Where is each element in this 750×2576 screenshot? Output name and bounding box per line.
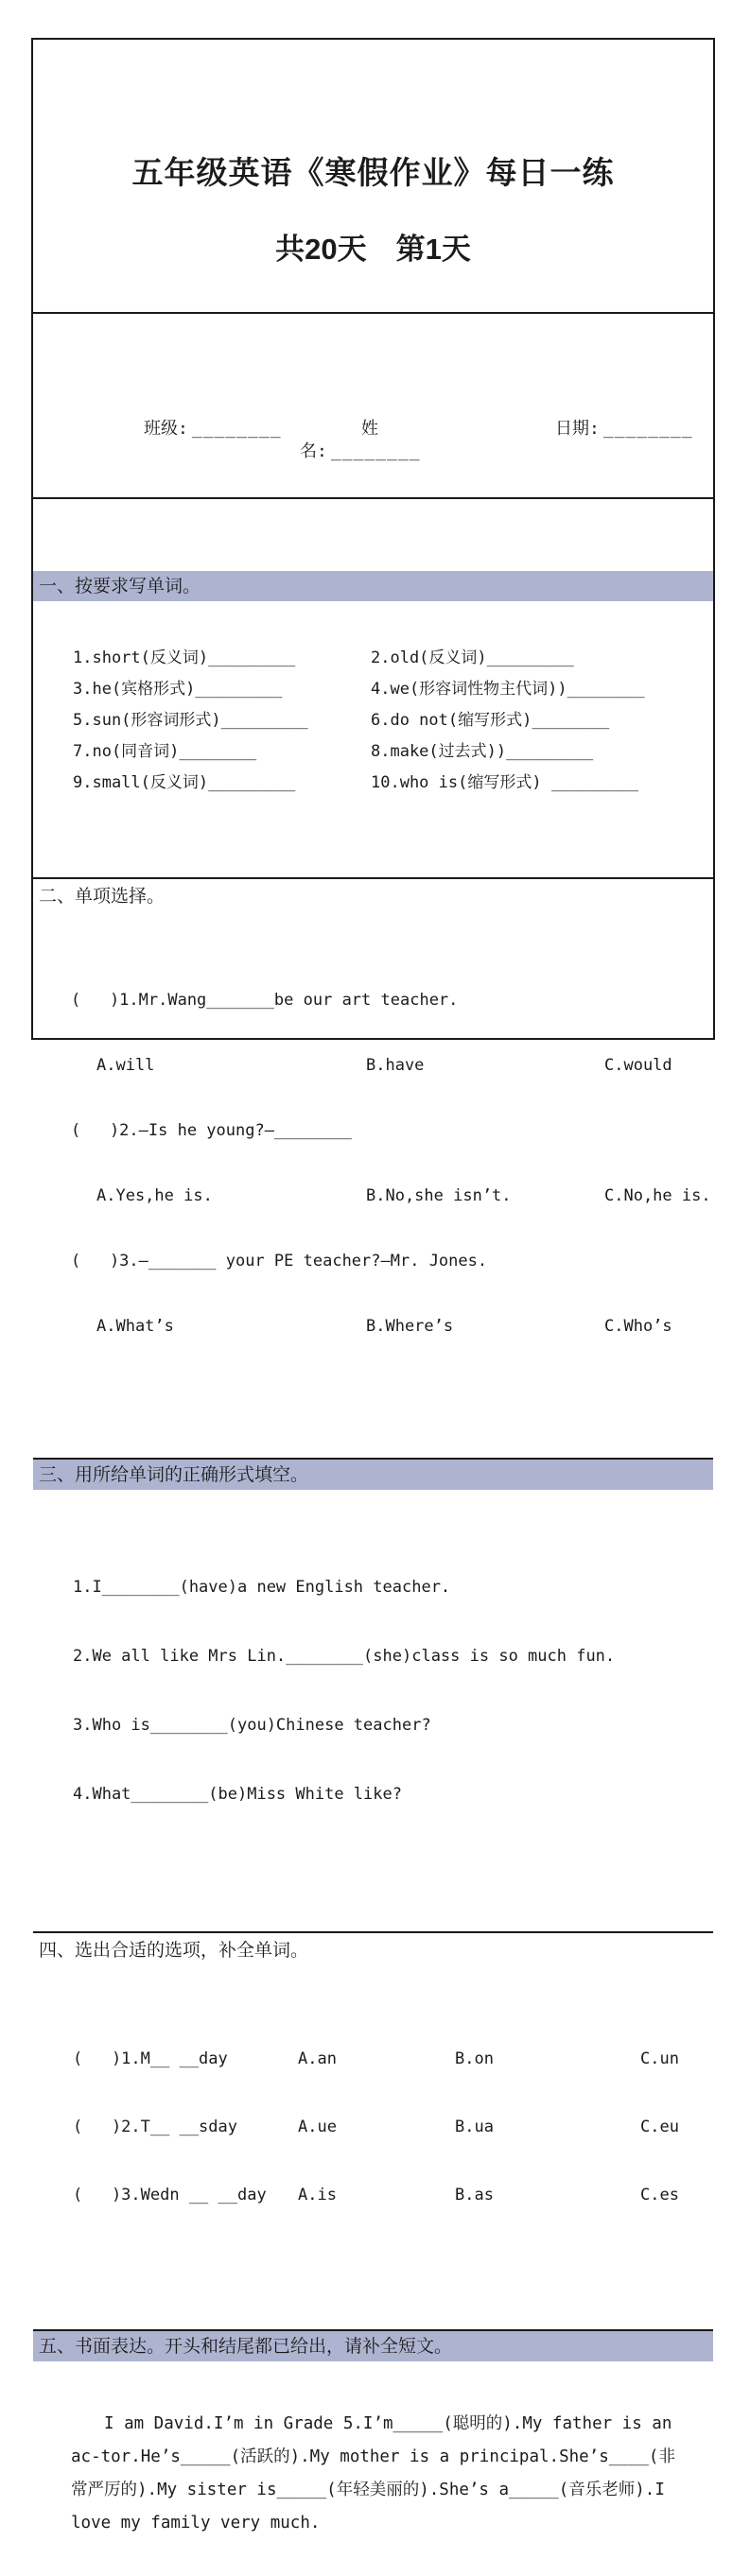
section5-heading: 五、书面表达。开头和结尾都已给出，请补全短文。: [33, 2329, 713, 2361]
word-complete-row: [33, 2112, 713, 2142]
question-options: [33, 1313, 713, 1340]
word-complete-row: [33, 2180, 713, 2210]
section2-heading: 二、单项选择。: [33, 877, 713, 909]
word-item: 1.short(反义词)_________: [73, 648, 296, 667]
section4-rows: [33, 1999, 713, 2257]
option-b: B.ua: [455, 2118, 494, 2136]
page-title: 五年级英语《寒假作业》每日一练: [131, 155, 615, 190]
option-c: C.es: [640, 2186, 679, 2204]
section3-heading: 三、用所给单词的正确形式填空。: [33, 1458, 713, 1490]
option-c: C.Who’s: [604, 1317, 672, 1336]
question-options: [33, 1183, 713, 1210]
section2-questions: [33, 945, 713, 1386]
title-block: [33, 112, 713, 314]
worksheet-page: [31, 38, 715, 2533]
row-stem: ( )3.Wedn __ __day: [73, 2186, 267, 2204]
class-label: 班级:: [144, 419, 188, 439]
section3-items: [33, 1526, 713, 1859]
section4-heading: 四、选出合适的选项，补全单词。: [33, 1931, 713, 1963]
word-item: 7.no(同音词)________: [73, 742, 257, 761]
row-stem: ( )1.M__ __day: [73, 2049, 228, 2068]
option-a: A.an: [298, 2049, 337, 2068]
word-item: 6.do not(缩写形式)________: [371, 711, 610, 730]
question-stem: ( )1.Mr.Wang_______be our art teacher.: [71, 991, 459, 1010]
date-label: 日期:: [555, 419, 600, 439]
question-stem: ( )3.—_______ your PE teacher?—Mr. Jones.: [71, 1252, 488, 1271]
date-field: [494, 395, 693, 486]
question-options: [33, 1052, 713, 1080]
option-a: A.is: [298, 2186, 337, 2204]
essay-text: I am David.I’m in Grade 5.I’m_____(聪明的).My father is an ac-tor.He’s_____(活跃的).My mother is a principal.She’s____(非常严厉的).My sister is_____(年轻美丽的).She’s a_____(音乐老师).I love my family very much.: [71, 2414, 682, 2533]
section1-heading: 一、按要求写单词。: [33, 571, 713, 601]
question-stem: ( )2.—Is he young?—________: [71, 1121, 352, 1140]
option-c: C.eu: [640, 2118, 679, 2136]
fill-item: 3.Who is________(you)Chinese teacher?: [73, 1716, 431, 1735]
option-b: B.Where’s: [366, 1317, 454, 1336]
fill-item: 1.I________(have)a new English teacher.: [73, 1578, 451, 1597]
word-item: 4.we(形容词性物主代词))________: [371, 680, 645, 699]
word-item: 3.he(宾格形式)_________: [73, 680, 283, 699]
word-item: 9.small(反义词)_________: [73, 773, 296, 792]
class-field: [82, 395, 300, 486]
name-blank: ________: [330, 441, 421, 461]
word-item: 5.sun(形容词形式)_________: [73, 711, 308, 730]
option-a: A.ue: [298, 2118, 337, 2136]
option-c: C.would: [604, 1056, 672, 1075]
option-b: B.No,she isn’t.: [366, 1186, 512, 1205]
word-item: 8.make(过去式))_________: [371, 742, 594, 761]
section1-items: [33, 637, 713, 805]
name-label: 姓名:: [300, 419, 379, 461]
word-complete-row: [33, 2044, 713, 2074]
page-subtitle: 共20天 第1天: [275, 233, 471, 266]
option-c: C.un: [640, 2049, 679, 2068]
word-item: 10.who is(缩写形式) _________: [371, 773, 638, 792]
option-b: B.on: [455, 2049, 494, 2068]
option-a: A.Yes,he is.: [96, 1186, 213, 1205]
row-stem: ( )2.T__ __sday: [73, 2118, 237, 2136]
option-a: A.What’s: [96, 1317, 174, 1336]
fill-item: 2.We all like Mrs Lin.________(she)class is so much fun.: [73, 1647, 616, 1666]
option-b: B.as: [455, 2186, 494, 2204]
fill-item: 4.What________(be)Miss White like?: [73, 1785, 402, 1804]
option-c: C.No,he is.: [604, 1186, 711, 1205]
date-blank: ________: [602, 419, 693, 439]
option-a: A.will: [96, 1056, 155, 1075]
class-blank: ________: [191, 419, 282, 439]
word-item: 2.old(反义词)_________: [371, 648, 574, 667]
student-info-row: [33, 386, 713, 499]
option-b: B.have: [366, 1056, 425, 1075]
name-field: [300, 395, 494, 486]
